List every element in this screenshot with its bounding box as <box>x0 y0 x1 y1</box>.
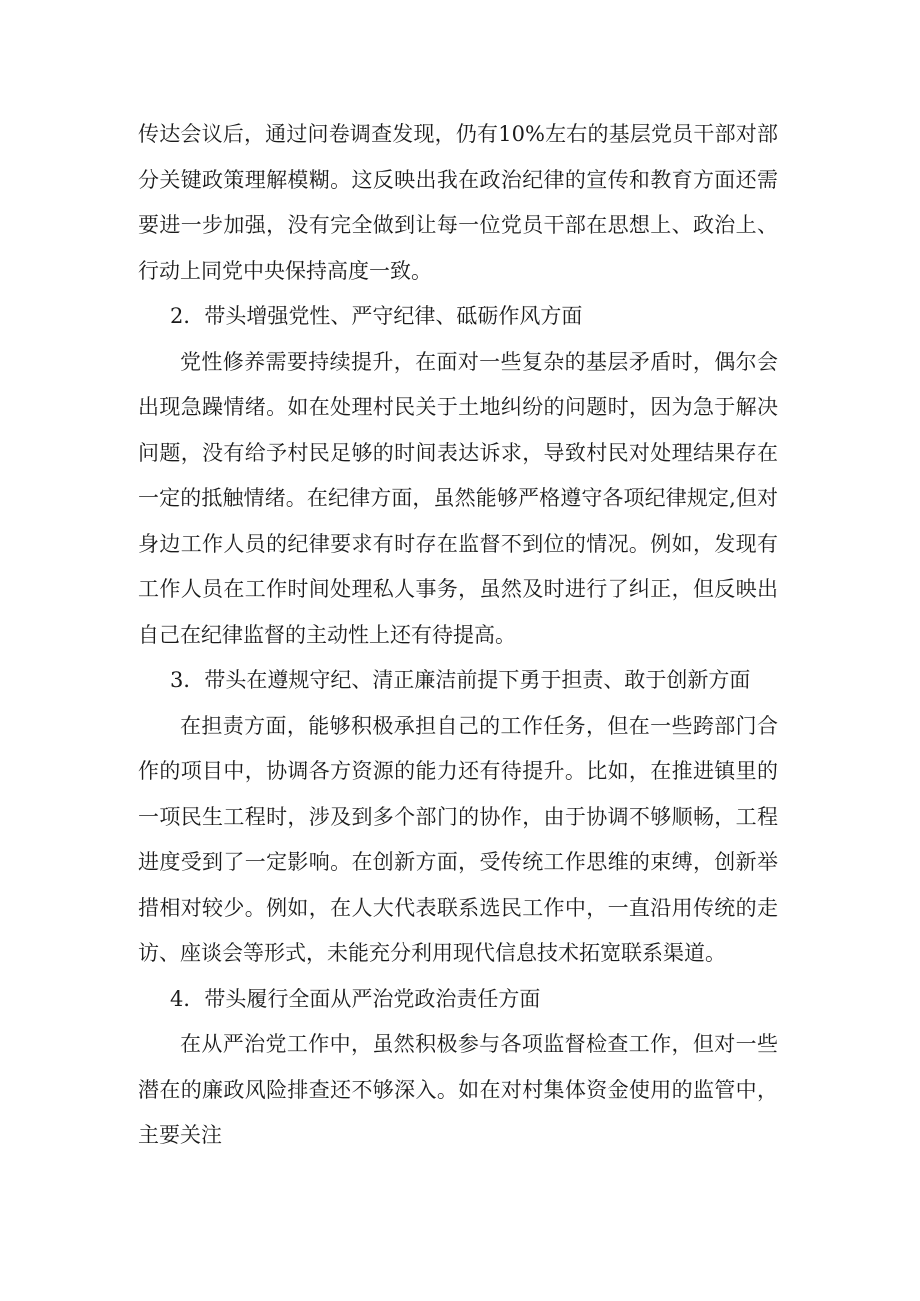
document-body <box>138 112 778 1159</box>
section-heading-3: 3．带头在遵规守纪、清正廉洁前提下勇于担责、敢于创新方面 <box>170 668 751 692</box>
paragraph-party-spirit: 党性修养需要持续提升，在面对一些复杂的基层矛盾时，偶尔会出现急躁情绪。如在处理村民关于土地纠纷的问题时，因为急于解决问题，没有给予村民足够的时间表达诉求，导致村民对处理结果存在一定的抵触情绪。在纪律方面，虽然能够严格遵守各项纪律规定,但对身边工作人员的纪律要求有时存在监督不到位的情况。例如，发现有工作人员在工作时间处理私人事务，虽然及时进行了纠正，但反映出自己在纪律监督的主动性上还有待提高。 <box>138 349 778 647</box>
section-heading-2: 2．带头增强党性、严守纪律、砥砺作风方面 <box>170 304 583 328</box>
paragraph-continuation: 传达会议后，通过问卷调查发现，仍有10%左右的基层党员干部对部分关键政策理解模糊。这反映出我在政治纪律的宣传和教育方面还需要进一步加强，没有完全做到让每一位党员干部在思想上、政治上、行动上同党中央保持高度一致。 <box>138 122 778 283</box>
paragraph-responsibility: 在担责方面，能够积极承担自己的工作任务，但在一些跨部门合作的项目中，协调各方资源的能力还有待提升。比如，在推进镇里的一项民生工程时，涉及到多个部门的协作，由于协调不够顺畅，工程进度受到了一定影响。在创新方面，受传统工作思维的束缚，创新举措相对较少。例如，在人大代表联系选民工作中，一直沿用传统的走访、座谈会等形式，未能充分利用现代信息技术拓宽联系渠道。 <box>138 713 778 965</box>
paragraph-strict-governance: 在从严治党工作中，虽然积极参与各项监督检查工作，但对一些潜在的廉政风险排查还不够深入。如在对村集体资金使用的监管中，主要关注 <box>138 1032 778 1147</box>
section-heading-4: 4．带头履行全面从严治党政治责任方面 <box>170 986 541 1011</box>
